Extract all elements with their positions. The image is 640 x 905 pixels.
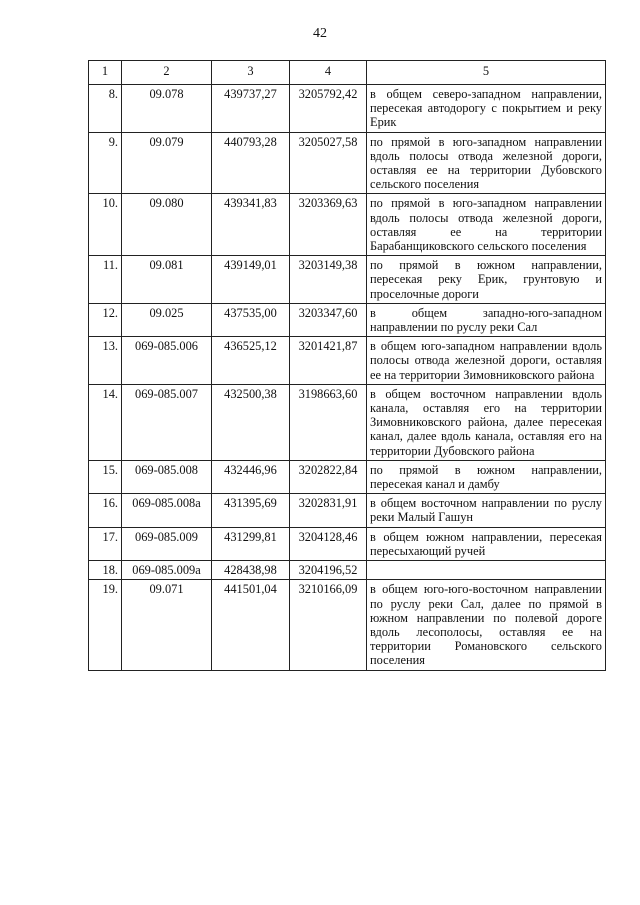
coordinate-y: 3204128,46 [290,527,367,560]
boundary-description: по прямой в южном направлении, пересекая канал и дамбу [367,460,606,493]
coordinate-x: 432446,96 [212,460,290,493]
coordinate-y: 3202822,84 [290,460,367,493]
point-code: 09.080 [122,194,212,256]
boundary-points-table [88,60,606,671]
coordinate-x: 440793,28 [212,132,290,194]
coordinate-y: 3203369,63 [290,194,367,256]
boundary-description: по прямой в южном направлении, пересекая реку Ерик, грунтовую и проселочные дороги [367,256,606,304]
boundary-description [367,561,606,580]
table-row [89,85,606,133]
boundary-description: в общем западно-юго-западном направлении по руслу реки Сал [367,303,606,336]
table-row [89,580,606,670]
point-code: 09.081 [122,256,212,304]
row-number: 12. [89,303,122,336]
boundary-description: по прямой в юго-западном направлении вдоль полосы отвода железной дороги, оставляя ее на территории Дубовского сельского поселения [367,132,606,194]
boundary-description: в общем юго-юго-восточном направлении по руслу реки Сал, далее по прямой в южном направлении по полевой дороге вдоль лесополосы, оставляя ее на территории Романовского сельского поселения [367,580,606,670]
coordinate-y: 3198663,60 [290,384,367,460]
coordinate-y: 3204196,52 [290,561,367,580]
coordinate-y: 3205027,58 [290,132,367,194]
row-number: 16. [89,494,122,527]
row-number: 9. [89,132,122,194]
point-code: 069-085.007 [122,384,212,460]
table-row [89,384,606,460]
header-col-2: 2 [122,61,212,85]
table-row [89,494,606,527]
boundary-description: в общем южном направлении, пересекая пересыхающий ручей [367,527,606,560]
coordinate-x: 439341,83 [212,194,290,256]
boundary-description: в общем восточном направлении вдоль канала, оставляя его на территории Зимовниковского района, далее пересекая канал, далее вдоль канала, оставляя его на территории Дубовского района [367,384,606,460]
point-code: 069-085.009а [122,561,212,580]
header-col-4: 4 [290,61,367,85]
coordinate-y: 3203149,38 [290,256,367,304]
table-body [89,85,606,671]
header-col-3: 3 [212,61,290,85]
header-row [89,61,606,85]
coordinate-y: 3202831,91 [290,494,367,527]
row-number: 14. [89,384,122,460]
coordinate-x: 439737,27 [212,85,290,133]
table-header [89,61,606,85]
boundary-description: по прямой в юго-западном направлении вдоль полосы отвода железной дороги, оставляя ее на территории Барабанщиковского сельского поселения [367,194,606,256]
point-code: 069-085.006 [122,337,212,385]
point-code: 09.078 [122,85,212,133]
coordinate-x: 441501,04 [212,580,290,670]
header-col-5: 5 [367,61,606,85]
coordinate-y: 3203347,60 [290,303,367,336]
table-row [89,132,606,194]
boundary-description: в общем восточном направлении по руслу реки Малый Гашун [367,494,606,527]
table-row [89,303,606,336]
table-row [89,527,606,560]
coordinate-x: 436525,12 [212,337,290,385]
table-row [89,337,606,385]
header-col-1: 1 [89,61,122,85]
coordinate-x: 431395,69 [212,494,290,527]
table-row [89,194,606,256]
point-code: 069-085.008 [122,460,212,493]
boundary-description: в общем северо-западном направлении, пересекая автодорогу с покрытием и реку Ерик [367,85,606,133]
row-number: 17. [89,527,122,560]
table-row [89,256,606,304]
point-code: 069-085.009 [122,527,212,560]
row-number: 15. [89,460,122,493]
coordinate-y: 3210166,09 [290,580,367,670]
row-number: 10. [89,194,122,256]
table-row [89,561,606,580]
point-code: 09.079 [122,132,212,194]
row-number: 19. [89,580,122,670]
row-number: 18. [89,561,122,580]
coordinate-x: 432500,38 [212,384,290,460]
point-code: 09.071 [122,580,212,670]
coordinate-x: 431299,81 [212,527,290,560]
point-code: 09.025 [122,303,212,336]
coordinate-x: 439149,01 [212,256,290,304]
coordinate-y: 3201421,87 [290,337,367,385]
boundary-description: в общем юго-западном направлении вдоль полосы отвода железной дороги, оставляя ее на территории Зимовниковского района [367,337,606,385]
coordinate-x: 428438,98 [212,561,290,580]
page-number: 42 [313,26,327,41]
row-number: 8. [89,85,122,133]
point-code: 069-085.008а [122,494,212,527]
row-number: 13. [89,337,122,385]
coordinate-y: 3205792,42 [290,85,367,133]
coordinate-x: 437535,00 [212,303,290,336]
table-row [89,460,606,493]
row-number: 11. [89,256,122,304]
